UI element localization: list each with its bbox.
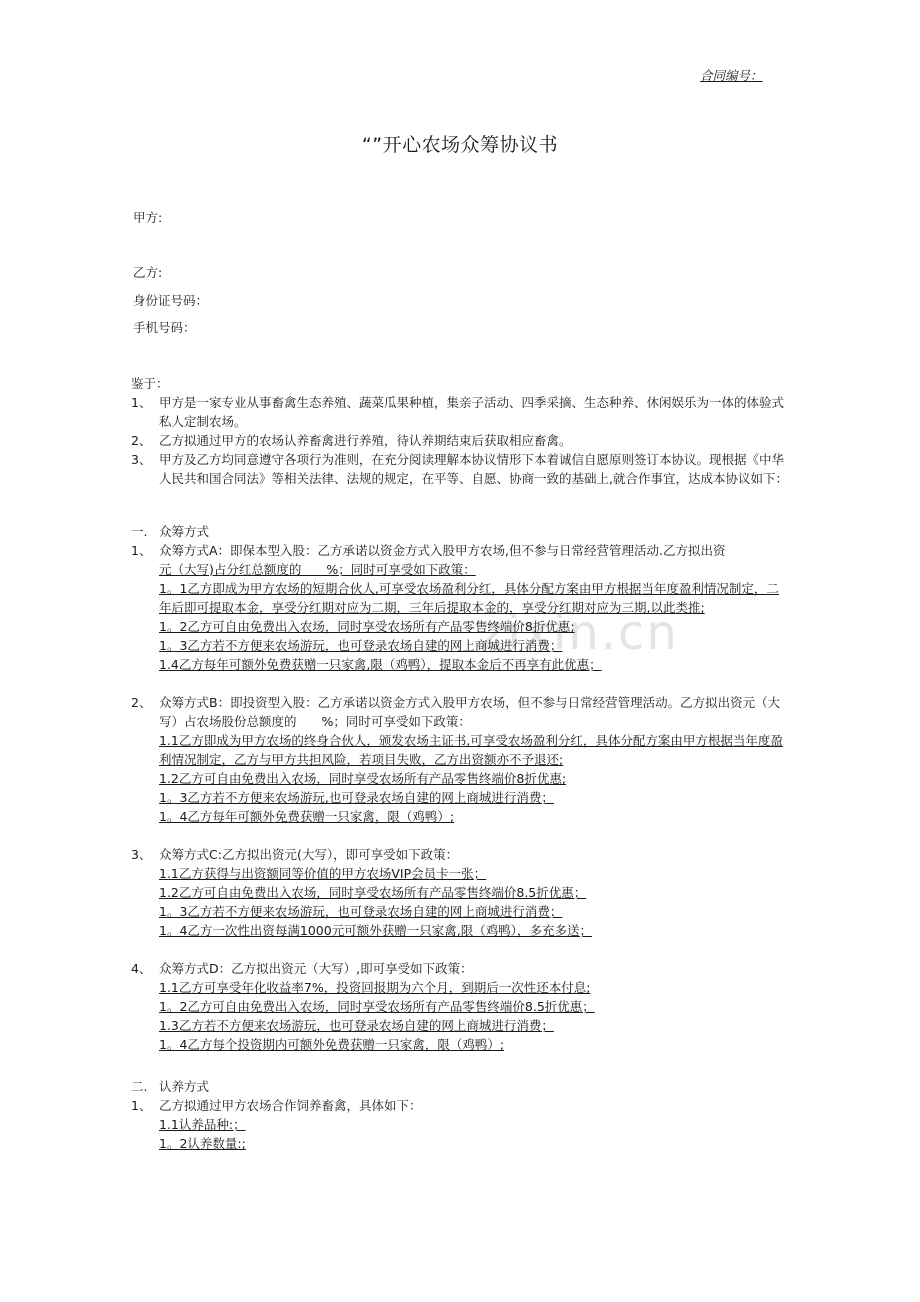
method-b-policies — [131, 731, 791, 826]
method-d — [131, 959, 791, 978]
item-number: 2、 — [131, 695, 152, 710]
whereas-item — [131, 450, 791, 488]
section-number: 二. — [131, 1079, 148, 1094]
whereas-item — [131, 431, 791, 450]
section-crowdfunding-methods — [131, 522, 791, 1054]
method-b-head: 众筹方式B：即投资型入股：乙方承诺以资金方式入股甲方农场，但不参与日常经营管理活动。乙方拟出资元（大写）占农场股份总额度的 %；同时可享受如下政策： — [159, 695, 781, 729]
adoption-details — [131, 1115, 791, 1153]
policy-item: 1。4乙方每个投资期内可额外免费获赠一只家禽，限（鸡鸭）; — [159, 1037, 505, 1052]
method-a-head — [159, 541, 791, 579]
document-title: “”开心农场众筹协议书 — [361, 134, 559, 156]
item-number: 1、 — [131, 395, 152, 410]
item-text: 甲方是一家专业从事畜禽生态养殖、蔬菜瓜果种植，集亲子活动、四季采摘、生态种养、休闲娱乐为一体的体验式私人定制农场。 — [159, 395, 785, 429]
policy-item: 1。2乙方可自由免费出入农场，同时享受农场所有产品零售终端价8.5折优惠； — [159, 999, 595, 1014]
policy-item: 1。4乙方一次性出资每满1000元可额外获赠一只家禽,限（鸡鸭），多充多送； — [159, 923, 592, 938]
item-number: 1、 — [131, 1098, 152, 1113]
party-b-label: 乙方: — [133, 265, 163, 280]
policy-item: 1。3乙方若不方便来农场游玩，也可登录农场自建的网上商城进行消费； — [159, 904, 563, 919]
item-number: 3、 — [131, 452, 152, 467]
policy-item: 1。3乙方若不方便来农场游玩,也可登录农场自建的网上商城进行消费； — [159, 790, 554, 805]
policy-item: 1.3乙方若不方便来农场游玩，也可登录农场自建的网上商城进行消费； — [159, 1018, 554, 1033]
whereas-item — [131, 393, 791, 431]
method-a-head-text-2: 元（大写)占分红总额度的 %；同时可享受如下政策： — [159, 562, 476, 577]
policy-item: 1.1乙方获得与出资额同等价值的甲方农场VIP会员卡一张； — [159, 866, 487, 881]
policy-item: 1。1乙方即成为甲方农场的短期合伙人,可享受农场盈利分红，具体分配方案由甲方根据当年度盈利情况制定，二年后即可提取本金，享受分红期对应为二期，三年后提取本金的，享受分红期对应为三期,以此类推; — [159, 581, 779, 615]
contract-number-label: 合同编号： — [700, 68, 763, 83]
party-a-label: 甲方: — [133, 210, 163, 225]
adoption-item — [131, 1096, 791, 1115]
item-number: 2、 — [131, 433, 152, 448]
method-b — [131, 693, 791, 731]
item-text: 乙方拟通过甲方的农场认养畜禽进行养殖，待认养期结束后获取相应畜禽。 — [159, 433, 572, 448]
whereas-label: 鉴于： — [131, 376, 169, 391]
method-c-policies — [131, 864, 791, 940]
item-text: 甲方及乙方均同意遵守各项行为准则，在充分阅读理解本协议情形下本着诚信自愿原则签订本协议。现根据《中华人民共和国合同法》等相关法律、法规的规定，在平等、自愿、协商一致的基础上,就合作事宜，达成本协议如下： — [159, 452, 788, 486]
policy-item: 1.1乙方可享受年化收益率7%，投资回报期为六个月，到期后一次性还本付息; — [159, 980, 591, 995]
section-number: 一. — [131, 524, 148, 539]
method-a-policies — [131, 579, 791, 674]
watermark: zixin.cn — [480, 605, 679, 661]
method-a-head-text: 众筹方式A：即保本型入股：乙方承诺以资金方式入股甲方农场,但不参与日常经营管理活动.乙方拟出资 — [159, 543, 726, 558]
whereas-section — [131, 374, 791, 488]
adoption-quantity: 1。2认养数量:; — [159, 1136, 246, 1151]
section-title: 众筹方式 — [159, 524, 210, 539]
item-number: 1、 — [131, 543, 152, 558]
policy-item: 1。4乙方每年可额外免费获赠一只家禽，限（鸡鸭）; — [159, 809, 455, 824]
policy-item: 1.2乙方可自由免费出入农场，同时享受农场所有产品零售终端价8折优惠; — [159, 771, 567, 786]
method-c-head: 众筹方式C:乙方拟出资元(大写），即可享受如下政策： — [159, 847, 459, 862]
policy-item: 1。3乙方若不方便来农场游玩，也可登录农场自建的网上商城进行消费； — [159, 638, 563, 653]
method-c — [131, 845, 791, 864]
policy-item: 1.1乙方即成为甲方农场的终身合伙人，颁发农场主证书,可享受农场盈利分红，具体分配方案由甲方根据当年度盈利情况制定，乙方与甲方共担风险，若项目失败，乙方出资额亦不予退还; — [159, 733, 783, 767]
method-d-policies — [131, 978, 791, 1054]
adoption-head: 乙方拟通过甲方农场合作饲养畜禽，具体如下： — [159, 1098, 422, 1113]
adoption-variety: 1.1认养品种:； — [159, 1117, 246, 1132]
item-number: 3、 — [131, 847, 152, 862]
policy-item: 1。2乙方可自由免费出入农场，同时享受农场所有产品零售终端价8折优惠; — [159, 619, 575, 634]
phone-number-label: 手机号码： — [133, 320, 196, 335]
section-heading — [131, 522, 791, 541]
section-title: 认养方式 — [159, 1079, 210, 1094]
item-number: 4、 — [131, 961, 152, 976]
method-a — [131, 541, 791, 579]
policy-item: 1.4乙方每年可额外免费获赠一只家禽,限（鸡鸭），提取本金后不再享有此优惠； — [159, 657, 602, 672]
section-adoption-method — [131, 1077, 791, 1153]
method-d-head: 众筹方式D：乙方拟出资元（大写）,即可享受如下政策： — [159, 961, 473, 976]
policy-item: 1.2乙方可自由免费出入农场，同时享受农场所有产品零售终端价8.5折优惠； — [159, 885, 587, 900]
id-number-label: 身份证号码： — [133, 293, 209, 308]
section-heading — [131, 1077, 791, 1096]
